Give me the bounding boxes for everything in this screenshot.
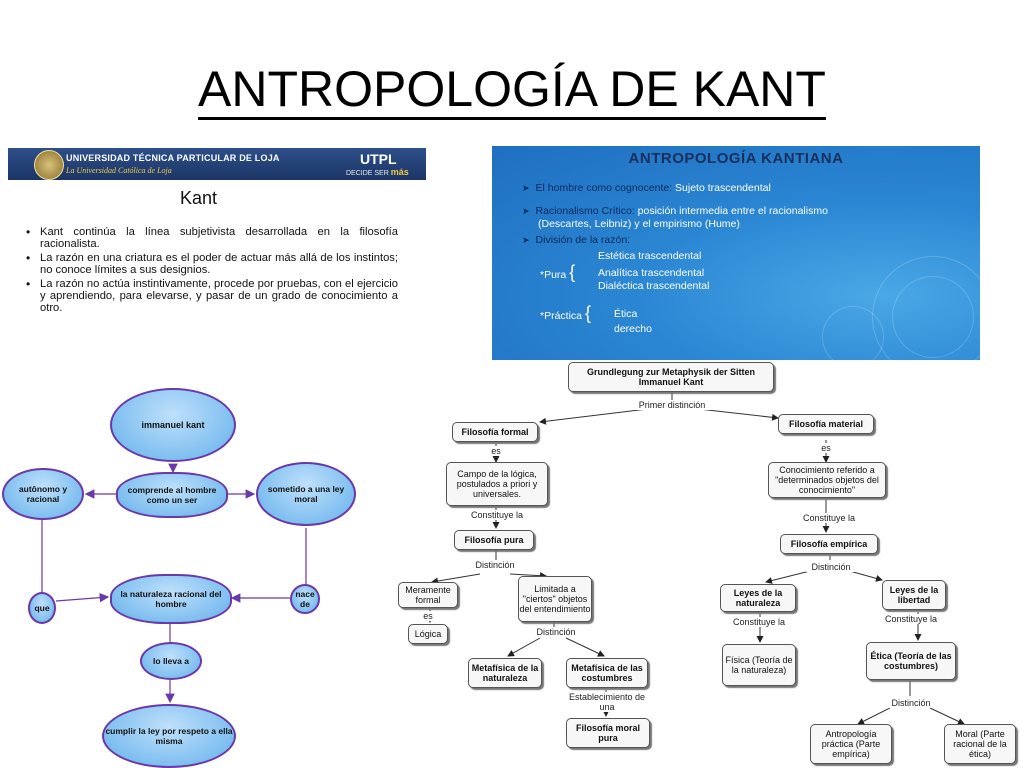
node-moral: Moral (Parte racional de la ética) bbox=[944, 724, 1016, 764]
node-filosofia-pura: Filosofía pura bbox=[454, 530, 534, 550]
kant-bullet: • La razón en una criatura es el poder de actuar más allá de los instintos; no conoce límites a sus designios. bbox=[26, 252, 398, 277]
label-distincion: Distinción bbox=[470, 560, 520, 570]
ripple-decoration bbox=[892, 276, 974, 358]
label-establecimiento: Establecimiento de una bbox=[566, 692, 648, 712]
node-lo-lleva-a: lo lleva a bbox=[140, 642, 202, 680]
antropologia-kantiana-slide bbox=[492, 146, 980, 360]
node-fisica: Física (Teoría de la naturaleza) bbox=[722, 644, 796, 686]
node-filosofia-material: Filosofía material bbox=[778, 414, 874, 434]
node-leyes-naturaleza: Leyes de la naturaleza bbox=[720, 584, 796, 612]
kant-bullet-list bbox=[26, 226, 398, 316]
blue-line-1: ➤ El hombre como cognocente: Sujeto trascendental bbox=[522, 182, 771, 194]
node-nace-de: nace de bbox=[290, 584, 320, 614]
node-meramente-formal: Meramente formal bbox=[398, 582, 458, 608]
arrow-bullet-icon: ➤ bbox=[522, 183, 530, 193]
kant-bullet: • Kant continúa la línea subjetivista desarrollada en la filosofía racionalista. bbox=[26, 226, 398, 251]
label-distincion: Distinción bbox=[806, 562, 856, 572]
node-conocimiento-referido: Conocimiento referido a "determinados objetos del conocimiento" bbox=[768, 462, 886, 498]
node-que: que bbox=[28, 592, 56, 624]
etica-label: Ética bbox=[614, 308, 638, 320]
label-constituye-la: Constituye la bbox=[728, 617, 790, 627]
derecho-label: derecho bbox=[614, 323, 652, 335]
kant-bullet: • La razón no actúa instintivamente, procede por pruebas, con el ejercicio y aprendiendo, para elevarse, y pasar de un grado de conocimiento a otro. bbox=[26, 278, 398, 315]
label-es: es bbox=[816, 443, 836, 453]
label-es: es bbox=[418, 611, 438, 621]
university-name: UNIVERSIDAD TÉCNICA PARTICULAR DE LOJA bbox=[66, 153, 280, 163]
label-constituye-la: Constituye la bbox=[880, 614, 942, 624]
node-campo-logica: Campo de la lógica, postulados a priori y universales. bbox=[446, 462, 548, 506]
node-metafisica-naturaleza: Metafísica de la naturaleza bbox=[468, 658, 542, 688]
node-autonomo: autônomo y racional bbox=[2, 468, 84, 520]
node-filosofia-empirica: Filosofía empírica bbox=[780, 534, 878, 554]
arrow-bullet-icon: ➤ bbox=[522, 206, 530, 216]
analitica-trascendental: Analítica trascendental bbox=[598, 267, 705, 279]
blue-slide-title: ANTROPOLOGÍA KANTIANA bbox=[628, 150, 844, 167]
label-primer-distincion: Primer distinción bbox=[632, 400, 712, 410]
label-constituye-la: Constituye la bbox=[798, 513, 860, 523]
label-es: es bbox=[486, 446, 506, 456]
blue-line-2: ➤ Racionalismo Crítico: posición intermedia entre el racionalismo bbox=[522, 205, 828, 217]
ripple-decoration bbox=[822, 306, 884, 360]
node-limitada: Limitada a "ciertos" objetos del entendimiento bbox=[518, 576, 592, 622]
map-root-grundlegung: Grundlegung zur Metaphysik der Sitten Immanuel Kant bbox=[568, 362, 774, 392]
node-metafisica-costumbres: Metafísica de las costumbres bbox=[566, 658, 648, 688]
label-constituye-la: Constituye la bbox=[466, 510, 528, 520]
label-distincion: Distinción bbox=[530, 627, 582, 637]
node-filosofia-moral-pura: Filosofía moral pura bbox=[566, 718, 650, 748]
estetica-trascendental: Estética trascendental bbox=[598, 250, 702, 262]
dialectica-trascendental: Dialéctica trascendental bbox=[598, 280, 710, 292]
label-distincion: Distinción bbox=[886, 698, 936, 708]
blue-line-2b: (Descartes, Leibniz) y el empirismo (Hume) bbox=[538, 218, 740, 230]
utpl-slide-image bbox=[8, 148, 426, 348]
brace-icon: { bbox=[584, 303, 591, 323]
node-sometido: sometido a una ley moral bbox=[256, 462, 356, 526]
node-antropologia-practica: Antropología práctica (Parte empírica) bbox=[810, 724, 892, 764]
kant-heading: Kant bbox=[180, 188, 218, 208]
pura-label: *Pura { bbox=[540, 262, 576, 282]
university-motto: La Universidad Católica de Loja bbox=[66, 166, 172, 175]
node-logica: Lógica bbox=[408, 624, 448, 644]
brace-icon: { bbox=[569, 262, 576, 282]
node-etica: Ética (Teoría de las costumbres) bbox=[866, 642, 956, 680]
node-naturaleza: la naturaleza racional del hombre bbox=[110, 574, 232, 624]
node-filosofia-formal: Filosofía formal bbox=[452, 422, 538, 442]
blue-line-3: ➤ División de la razón: bbox=[522, 234, 631, 246]
node-comprende: comprende al hombre como un ser bbox=[116, 472, 228, 518]
slide-title: ANTROPOLOGÍA DE KANT bbox=[0, 60, 1024, 118]
university-seal-icon bbox=[34, 150, 64, 180]
arrow-bullet-icon: ➤ bbox=[522, 235, 530, 245]
practica-label: *Práctica { bbox=[540, 303, 591, 323]
utpl-logo-subtitle: DECIDE SER más bbox=[346, 167, 409, 177]
utpl-logo: UTPL bbox=[360, 151, 397, 167]
node-leyes-libertad: Leyes de la libertad bbox=[882, 580, 946, 610]
utpl-banner bbox=[8, 148, 426, 180]
node-cumplir-ley: cumplir la ley por respeto a ella misma bbox=[102, 704, 236, 768]
node-immanuel-kant: immanuel kant bbox=[110, 388, 236, 462]
